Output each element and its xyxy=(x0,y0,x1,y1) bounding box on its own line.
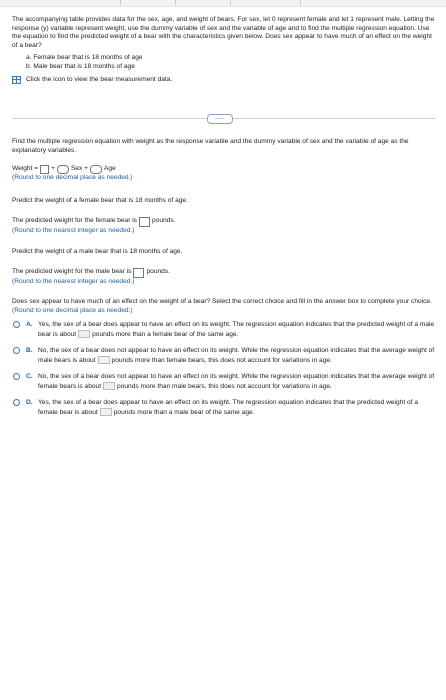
female-prompt: Predict the weight of a female bear that is 18 months of age. xyxy=(12,197,188,204)
table-icon[interactable] xyxy=(12,76,21,84)
choice-c-text-before: No, the sex of a bear does not appear to have an effect on its weight. While the regression equation indicates that the average weight of female bears is about xyxy=(38,373,435,390)
expand-more-button[interactable]: ..... xyxy=(207,114,233,124)
part-b-label: b. Male bear that is 18 months of age xyxy=(26,62,135,70)
choice-d-letter: D. xyxy=(26,399,33,406)
choice-c-radio[interactable] xyxy=(13,373,20,380)
female-section xyxy=(12,197,436,235)
data-link-text[interactable]: Click the icon to view the bear measurement data. xyxy=(26,75,173,83)
equation-row xyxy=(12,165,436,174)
choice-a-radio[interactable] xyxy=(13,321,20,328)
choice-c-letter: C. xyxy=(26,373,33,381)
weight-label: Weight = xyxy=(12,165,39,173)
choice-b-radio[interactable] xyxy=(13,347,20,354)
top-bar xyxy=(0,0,446,7)
intercept-input[interactable] xyxy=(40,165,49,174)
problem-intro: The accompanying table provides data for the sex, age, and weight of bears. For sex, let 0 represent female and let 1 represent male. Letting the response (y) variable represent weight, use the dummy variable of sex and the variable of age and to find the multiple regression equation. Use the equation to find the predicted weight of a bear with the characteristics given below. Does sex appear to have much of an effect on the weight of a bear? xyxy=(12,16,435,49)
choice-a-input[interactable] xyxy=(78,330,90,338)
choice-b[interactable] xyxy=(12,347,436,365)
choice-b-input[interactable] xyxy=(98,356,110,364)
male-answer-prefix: The predicted weight for the male bear is xyxy=(12,268,132,276)
top-bar-tick xyxy=(300,0,301,5)
choice-c-text-after: pounds more than male bears, this does not account for variations in age. xyxy=(117,382,332,390)
choice-d-text-after: pounds more than a male bear of the same age. xyxy=(113,408,255,416)
male-round-note: (Round to the nearest integer as needed.) xyxy=(12,277,135,285)
plus-sign: + xyxy=(51,165,55,173)
regression-instruction: Find the multiple regression equation with weight as the response variable and the dummy variable of sex and the variable of age as the explanatory variables. xyxy=(12,138,409,154)
choice-d-text-before: Yes, the sex of a bear does appear to have an effect on its weight. The regression equation indicates that the predicted weight of a female bear is about xyxy=(38,399,419,416)
choice-d-input[interactable] xyxy=(100,408,112,416)
female-answer-prefix: The predicted weight for the female bear is xyxy=(12,217,137,225)
choice-a-text-before: Yes, the sex of a bear does appear to have an effect on its weight. The regression equation indicates that the predicted weight of a male bear is about xyxy=(38,321,435,338)
effect-section xyxy=(12,298,436,425)
choice-d-radio[interactable] xyxy=(13,399,20,406)
age-coefficient-input[interactable] xyxy=(90,165,102,174)
female-weight-input[interactable] xyxy=(139,217,150,227)
choice-a[interactable] xyxy=(12,321,436,339)
effect-question: Does sex appear to have much of an effect on the weight of a bear? Select the correct choice and fill in the answer box to complete your choice. xyxy=(12,298,432,305)
top-bar-tick xyxy=(230,0,231,5)
choice-d[interactable] xyxy=(12,399,436,417)
female-answer-suffix: pounds. xyxy=(151,217,176,225)
sex-label: Sex + xyxy=(70,165,88,173)
female-round-note: (Round to the nearest integer as needed.) xyxy=(12,226,135,234)
regression-section xyxy=(12,138,436,183)
age-label: Age xyxy=(104,165,116,173)
female-answer-row xyxy=(12,217,436,227)
choice-a-letter: A. xyxy=(26,321,33,329)
effect-round-note: (Round to one decimal place as needed.) xyxy=(12,306,133,314)
choice-b-text-before: No, the sex of a bear does not appear to have an effect on its weight. While the regression equation indicates that the average weight of male bears is about xyxy=(38,347,435,364)
part-a-label: a. Female bear that is 18 months of age xyxy=(26,54,143,62)
male-answer-row xyxy=(12,268,436,278)
top-bar-tick xyxy=(120,0,121,5)
choice-b-letter: B. xyxy=(26,347,33,355)
sex-coefficient-input[interactable] xyxy=(57,165,69,174)
choice-c[interactable] xyxy=(12,373,436,391)
male-weight-input[interactable] xyxy=(133,268,144,278)
problem-statement xyxy=(12,16,436,84)
data-link-row[interactable] xyxy=(12,76,436,85)
male-prompt: Predict the weight of a male bear that is 18 months of age. xyxy=(12,248,183,255)
regression-round-note: (Round to one decimal place as needed.) xyxy=(12,174,133,182)
male-answer-suffix: pounds. xyxy=(146,268,170,276)
top-bar-tick xyxy=(175,0,176,5)
choice-a-text-after: pounds more than a female bear of the same age. xyxy=(92,330,239,338)
male-section xyxy=(12,248,436,286)
choice-b-text-after: pounds more than female bears, this does not account for variations in age. xyxy=(111,356,332,364)
choice-c-input[interactable] xyxy=(103,382,115,390)
